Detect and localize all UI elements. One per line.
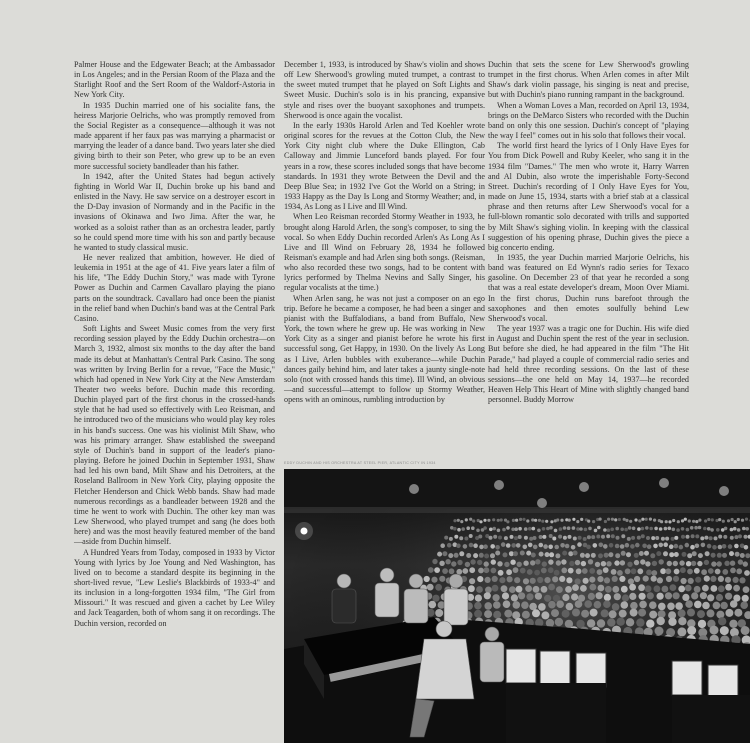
band-photograph <box>284 469 750 743</box>
text-column-2 <box>284 60 485 470</box>
text-column-1 <box>74 60 275 740</box>
paragraph: The year 1937 was a tragic one for Duchin. His wife died in August and Duchin spent the rest of the year in seclusion. But before she died, he had appeared in the film "The Hit Parade," had played a couple of commercial radio series and had held three recording sessions. On the last of these sessions—the one held on May 14, 1937—he recorded Heaven Help This Heart of Mine with slightly changed band personnel. Buddy Morrow <box>488 324 689 405</box>
paragraph: In 1942, after the United States had begun actively fighting in World War II, Duchin broke up his band and enlisted in the Navy. He saw service on a destroyer escort in the D-Day invasion of Normandy and in the Pacific in the invasions of Okinawa and Iwo Jima. After the war, he worked as a soloist rather than as an orchestra leader, partly so he could spend more time with his son and partly because he wanted to study classical music. <box>74 171 275 252</box>
paragraph: When Arlen sang, he was not just a composer on an ego trip. Before he became a composer, he had been a singer and pianist with the Buffalodians, a band from Buffalo, New York, the town where he grew up. He was working in New York City as a singer and pianist before he wrote his first successful song, Get Happy, in 1930. On the lively As Long as I Live, Arlen bubbles with exuberance—while Duchin dances gaily behind him, and later takes a jaunty single-note solo (not with crossed hands this time). Ill Wind, an obvious—and successful—attempt to follow up Stormy Weather, opens with an ominous, rumbling introduction by <box>284 293 485 405</box>
paragraph: When Leo Reisman recorded Stormy Weather in 1933, he brought along Harold Arlen, the song's composer, to sing the vocal. So when Eddy Duchin recorded Arlen's As Long As I Live and Ill Wind on February 28, 1934 he followed Reisman's example and had Arlen sing both songs. (Reisman, who also recorded these two songs, had to be content with lyrics performed by Thelma Nevins and Sally Singer, his regular vocalists at the time.) <box>284 212 485 293</box>
paragraph: Soft Lights and Sweet Music comes from the very first recording session played by the Eddy Duchin orchestra—on March 3, 1932, almost six months to the day after the band made its debut at Manhattan's Central Park Casino. The song was written by Irving Berlin for a revue, "Face the Music," which had opened in New York City at the New Amsterdam Theater two weeks before. Duchin made this recording. Duchin played part of the first chorus in the crossed-hands style that he had used so effectively with Leo Reisman, and he introduced two of the musicians who would play key roles in his band's success. One was his violinist Milt Shaw, who was his primary arranger. Shaw established the sweepand style of Duchin's band in support of the leader's piano-playing. Before he joined Duchin in September 1931, Shaw had led his own band, Milt Shaw and his Detroiters, at the Roseland Ballroom in New York City, playing opposite the Fletcher Henderson and Chick Webb bands. Shaw had made numerous recordings as a bandleader between 1928 and the time he went to work with Duchin. The other key man was Lew Sherwood, who played trumpet and sang (he does both here) and was the most heavily featured member of the band—aside from Duchin himself. <box>74 324 275 547</box>
paragraph: When a Woman Loves a Man, recorded on April 13, 1934, brings on the DeMarco Sisters who recorded with the Duchin band on only this one session. Duchin's concept of "playing the way I feel" comes out in his solo that follows their vocal. <box>488 100 689 141</box>
paragraph: Duchin that sets the scene for Lew Sherwood's growling trumpet in the first chorus. When Arlen comes in after Milt Shaw's dark violin passage, his singing is neat and precise, but with Duchin's piano running rampant in the background. <box>488 60 689 100</box>
paragraph: Palmer House and the Edgewater Beach; at the Ambassador in Los Angeles; and in the Persian Room of the Plaza and the Starlight Roof and the Sert Room of the Waldorf-Astoria in New York City. <box>74 60 275 100</box>
paragraph: In 1935, the year Duchin married Marjorie Oelrichs, his band was featured on Ed Wynn's radio series for Texaco gasoline. On December 23 of that year he recorded a song that was a real estate developer's dream, Moon Over Miami. In the first chorus, Duchin runs barefoot through the saxophones and then emotes soulfully behind Lew Sherwood's vocal. <box>488 252 689 323</box>
paragraph: The world first heard the lyrics of I Only Have Eyes for You from Dick Powell and Ruby Keeler, who sang it in the 1934 film "Dames." The men who wrote it, Harry Warren and Al Dubin, also wrote the imperishable Forty-Second Street. Duchin's recording of I Only Have Eyes for You, made on June 15, 1934, starts with a brief stab at a classical phrase and then returns after Lew Sherwood's vocal for a full-blown romantic solo decorated with trills and supported by Milt Shaw's sighing violin. In keeping with the classical suggestion of his opening phrase, Duchin gives the piece a big concerto ending. <box>488 141 689 252</box>
paragraph: A Hundred Years from Today, composed in 1933 by Victor Young with lyrics by Joe Young and Ned Washington, has lived on to become a standard despite its beginning in the short-lived revue, "Lew Leslie's Blackbirds of 1933-4" and its inclusion in a long-forgotten 1934 film, "The Girl from Missouri." It was rescued and given a cachet by Lee Wiley and Jack Teagarden, both of whom sang it on recordings. The Duchin version, recorded on <box>74 547 275 628</box>
paragraph: In the early 1930s Harold Arlen and Ted Koehler wrote original scores for the revues at the Cotton Club, the New York City night club where the Duke Ellington, Cab Calloway and Jimmie Lunceford bands played. For four years in a row, these scores included songs that have become standards. In 1931 they wrote Between the Devil and the Deep Blue Sea; in 1932 I've Got the World on a String; in 1933 Happy as the Day Is Long and Stormy Weather; and, in 1934, As Long as I Live and Ill Wind. <box>284 120 485 212</box>
text-column-3 <box>488 60 689 470</box>
paragraph: December 1, 1933, is introduced by Shaw's violin and shows off Lew Sherwood's growling muted trumpet, a contrast to the sweet muted trumpet that he played on Soft Lights and Sweet Music. Duchin's solo is in his prancing, expansive style and rises over the buoyant saxophones and trumpets. Sherwood is once again the vocalist. <box>284 60 485 120</box>
photo-caption: EDDY DUCHIN AND HIS ORCHESTRA AT STEEL PIER, ATLANTIC CITY IN 1934 <box>284 461 436 465</box>
paragraph: He never realized that ambition, however. He died of leukemia in 1951 at the age of 41. Five years later a film of his life, "The Eddy Duchin Story," was made with Tyrone Power as Duchin and Carmen Cavallaro playing the piano parts on the soundtrack. Cavallaro had once been the pianist in the relief band when Duchin's band was at the Central Park Casino. <box>74 252 275 323</box>
paragraph: In 1935 Duchin married one of his socialite fans, the heiress Marjorie Oelrichs, who was promptly removed from the Social Register as a consequence—although it was not made apparent if her faux pas was marrying a pharmacist or marrying the leader of a dance band. Two years later she died giving birth to their son Peter, who grew up to be an even more successful society bandleader than his father. <box>74 100 275 171</box>
band-photo-block <box>284 459 750 743</box>
